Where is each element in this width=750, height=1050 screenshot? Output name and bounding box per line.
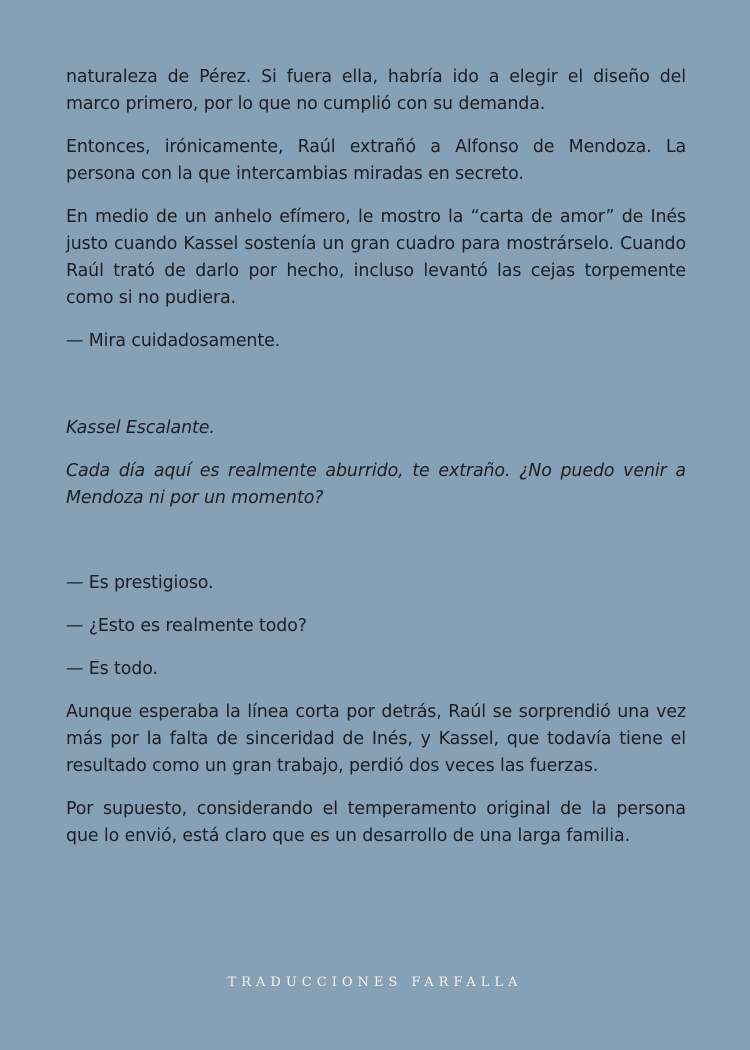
dialogue-look-carefully: — Mira cuidadosamente.: [66, 331, 281, 351]
paragraph-love-letter: En medio de un anhelo efímero, le mostro la “carta de amor” de Inés justo cuando Kassel sostenía un gran cuadro para mostrárselo. Cuando Raúl trató de darlo por hecho, incluso levantó las cejas torpemente como si no pudiera.: [66, 207, 686, 308]
section-break: [66, 528, 686, 570]
letter-salutation: Kassel Escalante.: [66, 418, 215, 438]
letter-body: Cada día aquí es realmente aburrido, te extraño. ¿No puedo venir a Mendoza ni por un momento?: [66, 461, 686, 508]
paragraph-temperament: Por supuesto, considerando el temperamento original de la persona que lo envió, está claro que es un desarrollo de una larga familia.: [66, 799, 686, 846]
paragraph-raul-misses-alfonso: Entonces, irónicamente, Raúl extrañó a Alfonso de Mendoza. La persona con la que intercambias miradas en secreto.: [66, 137, 686, 184]
page-body: [66, 64, 686, 866]
dialogue-is-this-all: — ¿Esto es realmente todo?: [66, 616, 307, 636]
dialogue-prestigious: — Es prestigioso.: [66, 573, 214, 593]
letter-excerpt: [66, 415, 686, 512]
section-break: [66, 371, 686, 415]
paragraph-ines-insincerity: Aunque esperaba la línea corta por detrás, Raúl se sorprendió una vez más por la falta de sinceridad de Inés, y Kassel, que todavía tiene el resultado como un gran trabajo, perdió dos veces las fuerzas.: [66, 702, 686, 776]
dialogue-thats-all: — Es todo.: [66, 659, 158, 679]
footer-credit: TRADUCCIONES FARFALLA: [227, 975, 523, 990]
paragraph-perez-nature: naturaleza de Pérez. Si fuera ella, habría ido a elegir el diseño del marco primero, por lo que no cumplió con su demanda.: [66, 67, 686, 114]
